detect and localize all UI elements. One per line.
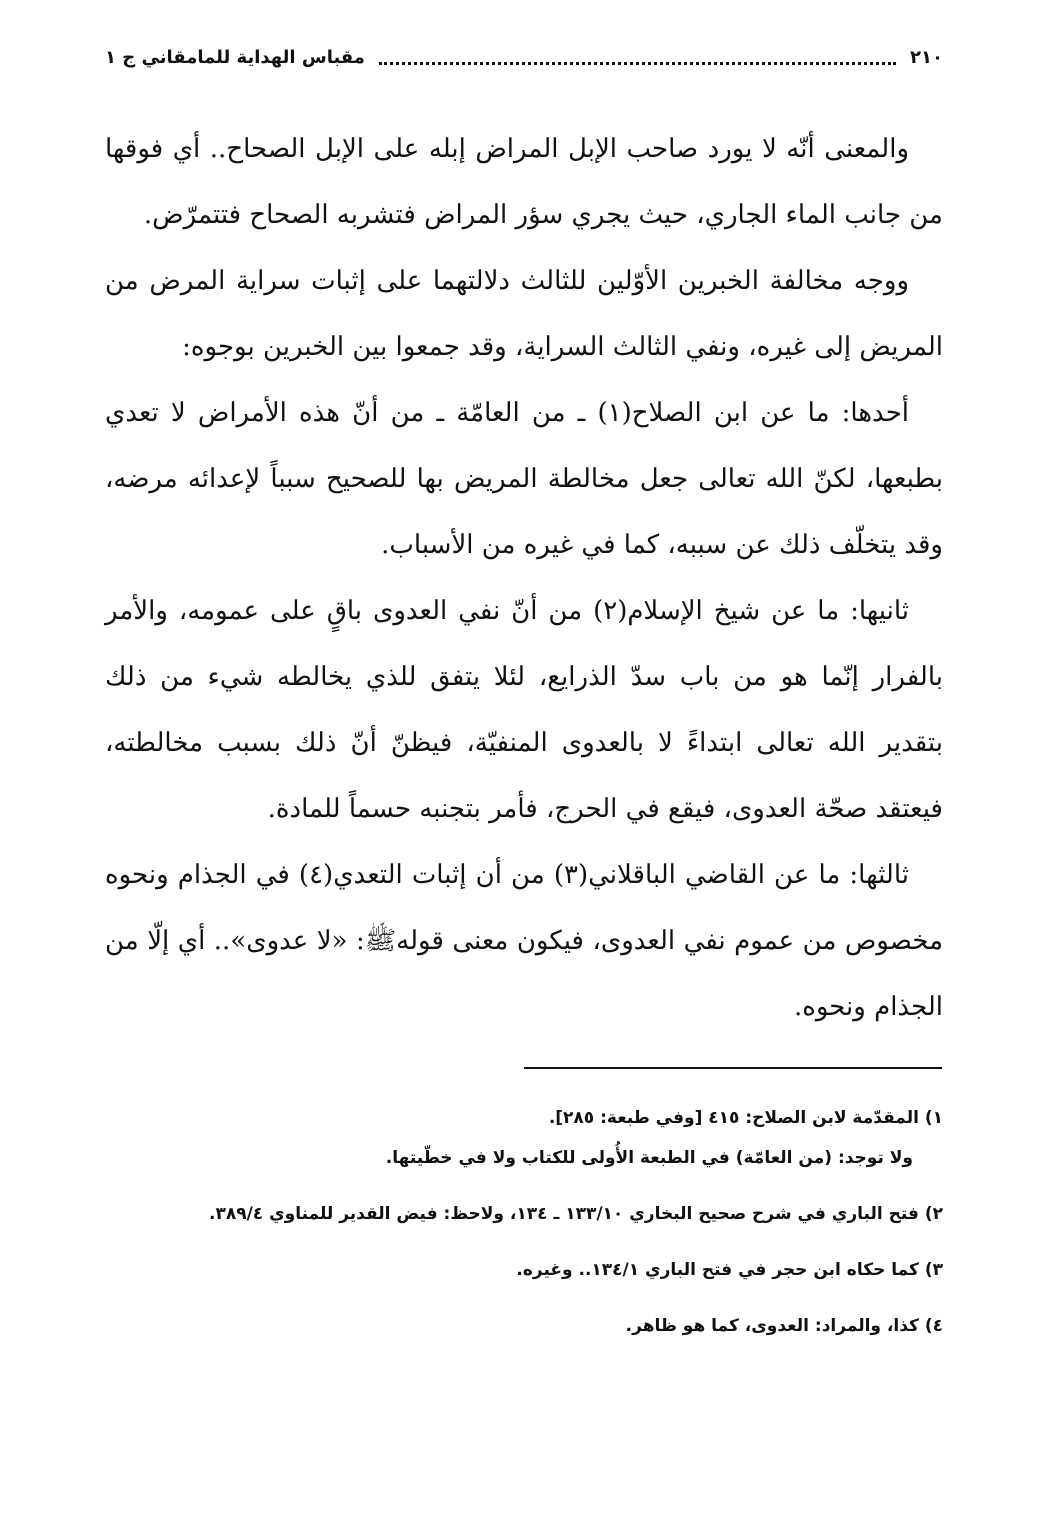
paragraph-third-view: ثالثها: ما عن القاضي الباقلاني(٣) من أن إثبات التعدي(٤) في الجذام ونحوه مخصوص من عموم نفي العدوى، فيكون معنى قولهﷺ: «لا عدوى».. أي إلّا من الجذام ونحوه. xyxy=(105,860,943,1022)
footnote-1 xyxy=(105,1098,943,1178)
footnote-3: ٣) كما حكاه ابن حجر في فتح الباري ١٣٤/١.. وغيره. xyxy=(516,1260,943,1280)
footnote-1-text: ١) المقدّمة لابن الصلاح: ٤١٥ [وفي طبعة: ٢٨٥]. xyxy=(548,1108,943,1128)
page-number: ٢١٠ xyxy=(910,46,943,68)
footnote-2: ٢) فتح الباري في شرح صحيح البخاري ١٣٣/١٠ ـ ١٣٤، ولاحظ: فيض القدير للمناوي ٣٨٩/٤. xyxy=(208,1204,943,1224)
paragraph-meaning: والمعنى أنّه لا يورد صاحب الإبل المراض إبله على الإبل الصحاح.. أي فوقها من جانب الماء الجاري، حيث يجري سؤر المراض فتشربه الصحاح فتتمرّض. xyxy=(105,134,943,230)
running-title: مقباس الهداية للمامقاني ج ١ xyxy=(105,46,365,68)
main-text xyxy=(105,116,943,1040)
header-dot-leader xyxy=(379,54,896,65)
paragraph-contradiction: ووجه مخالفة الخبرين الأوّلين للثالث دلالتهما على إثبات سراية المرض من المريض إلى غيره، ونفي الثالث السراية، وقد جمعوا بين الخبرين بوجوه: xyxy=(105,266,943,362)
footnotes xyxy=(105,1098,943,1362)
footnote-1-note: ولا توجد: (من العامّة) في الطبعة الأُولى للكتاب ولا في خطّيتها. xyxy=(385,1148,913,1168)
paragraph-second-view: ثانيها: ما عن شيخ الإسلام(٢) من أنّ نفي العدوى باقٍ على عمومه، والأمر بالفرار إنّما هو من باب سدّ الذرايع، لئلا يتفق للذي يخالطه شيء من ذلك بتقدير الله تعالى ابتداءً لا بالعدوى المنفيّة، فيظنّ أنّ ذلك بسبب مخالطته، فيعتقد صحّة العدوى، فيقع في الحرج، فأمر بتجنبه حسماً للمادة. xyxy=(105,596,943,824)
paragraph-first-view: أحدها: ما عن ابن الصلاح(١) ـ من العامّة ـ من أنّ هذه الأمراض لا تعدي بطبعها، لكنّ الله تعالى جعل مخالطة المريض بها للصحيح سبباً لإعدائه مرضه، وقد يتخلّف ذلك عن سببه، كما في غيره من الأسباب. xyxy=(105,398,943,560)
footnote-separator xyxy=(524,1067,942,1069)
footnote-4: ٤) كذا، والمراد: العدوى، كما هو ظاهر. xyxy=(625,1316,943,1336)
page-header xyxy=(105,40,943,74)
